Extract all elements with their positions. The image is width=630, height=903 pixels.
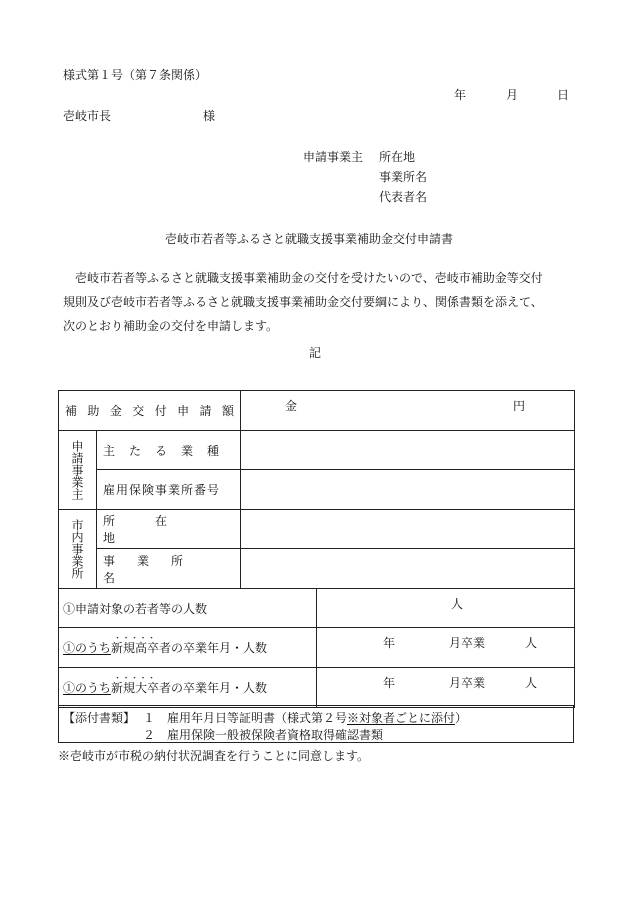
highschool-year: 年 <box>383 636 396 650</box>
office-name-value[interactable] <box>241 549 575 589</box>
university-month: 月卒業 <box>449 676 486 690</box>
document-title: 壱岐市若者等ふるさと就職支援事業補助金交付申請書 <box>165 232 454 246</box>
attachments-box <box>58 705 574 743</box>
university-label: 新規大卒者の卒業年月・人数 <box>111 681 268 695</box>
university-label-cell <box>59 668 317 708</box>
table-row <box>59 470 575 510</box>
body-line-3: 次のとおり補助金の交付を申請します。 <box>63 319 279 333</box>
location-label: 所在地 <box>97 510 241 549</box>
amount-label: 補 助 金 交 付 申 請 額 <box>65 404 234 418</box>
highschool-prefix: ・・・・・ ①のうち <box>63 641 111 655</box>
highschool-person: 人 <box>525 636 538 650</box>
university-prefix: ・・・・・ ①のうち <box>63 681 111 695</box>
table-row <box>59 668 575 708</box>
form-number: 様式第１号（第７条関係） <box>63 68 208 82</box>
honorific: 様 <box>203 109 216 123</box>
applicant-label: 申請事業主 <box>303 150 364 164</box>
main-business-label: 主たる業種 <box>97 431 241 470</box>
highschool-month: 月卒業 <box>449 636 486 650</box>
count-value-cell[interactable] <box>317 589 575 628</box>
highschool-label-cell <box>59 628 317 668</box>
attachments-label: 【添付書類】 <box>63 711 136 725</box>
attachment-1-text: 雇用年月日等証明書（様式第２号 <box>167 711 348 725</box>
attachment-2-number: ２ <box>143 728 156 742</box>
applicant-group-label: 申請事業主 <box>59 431 97 510</box>
highschool-value-cell[interactable] <box>317 628 575 668</box>
table-row <box>59 628 575 668</box>
amount-label-cell <box>59 391 241 431</box>
date-month: 月 <box>506 88 519 102</box>
amount-prefix: 金 <box>285 399 298 413</box>
insurance-number-value[interactable] <box>241 470 575 510</box>
application-table <box>58 390 575 708</box>
table-row <box>59 431 575 470</box>
applicant-representative: 代表者名 <box>379 190 428 204</box>
attachment-1-note: ※対象者ごとに添付 <box>347 711 456 725</box>
applicant-office-name: 事業所名 <box>379 170 428 184</box>
table-row <box>59 391 575 431</box>
attachment-2-text: 雇用保険一般被保険者資格取得確認書類 <box>167 728 384 742</box>
count-label: ①申請対象の若者等の人数 <box>59 589 317 628</box>
attachment-1-close: ） <box>455 711 468 725</box>
ki-heading: 記 <box>309 346 322 360</box>
body-line-1: 壱岐市若者等ふるさと就職支援事業補助金の交付を受けたいので、壱岐市補助金等交付 <box>75 271 543 285</box>
office-name-label: 事業所名 <box>97 549 241 589</box>
body-paragraph <box>63 266 583 338</box>
addressee: 壱岐市長 <box>63 109 112 123</box>
count-unit: 人 <box>451 597 464 611</box>
location-value[interactable] <box>241 510 575 549</box>
amount-unit: 円 <box>513 399 526 413</box>
attachment-1 <box>167 709 467 726</box>
university-value-cell[interactable] <box>317 668 575 708</box>
amount-value-cell[interactable] <box>241 391 575 431</box>
date-day: 日 <box>557 88 570 102</box>
local-office-group-label: 市内事業所 <box>59 510 97 589</box>
university-person: 人 <box>525 676 538 690</box>
main-business-value[interactable] <box>241 431 575 470</box>
body-line-2: 規則及び壱岐市若者等ふるさと就職支援事業補助金交付要綱により、関係書類を添えて、 <box>63 295 543 309</box>
consent-footnote: ※壱岐市が市税の納付状況調査を行うことに同意します。 <box>58 749 370 763</box>
attachment-1-number: １ <box>143 711 156 725</box>
applicant-address: 所在地 <box>379 150 416 164</box>
highschool-label: 新規高卒者の卒業年月・人数 <box>111 641 268 655</box>
table-row <box>59 549 575 589</box>
date-year: 年 <box>454 88 467 102</box>
table-row <box>59 589 575 628</box>
insurance-number-label: 雇用保険事業所番号 <box>97 470 241 510</box>
university-year: 年 <box>383 676 396 690</box>
table-row <box>59 510 575 549</box>
